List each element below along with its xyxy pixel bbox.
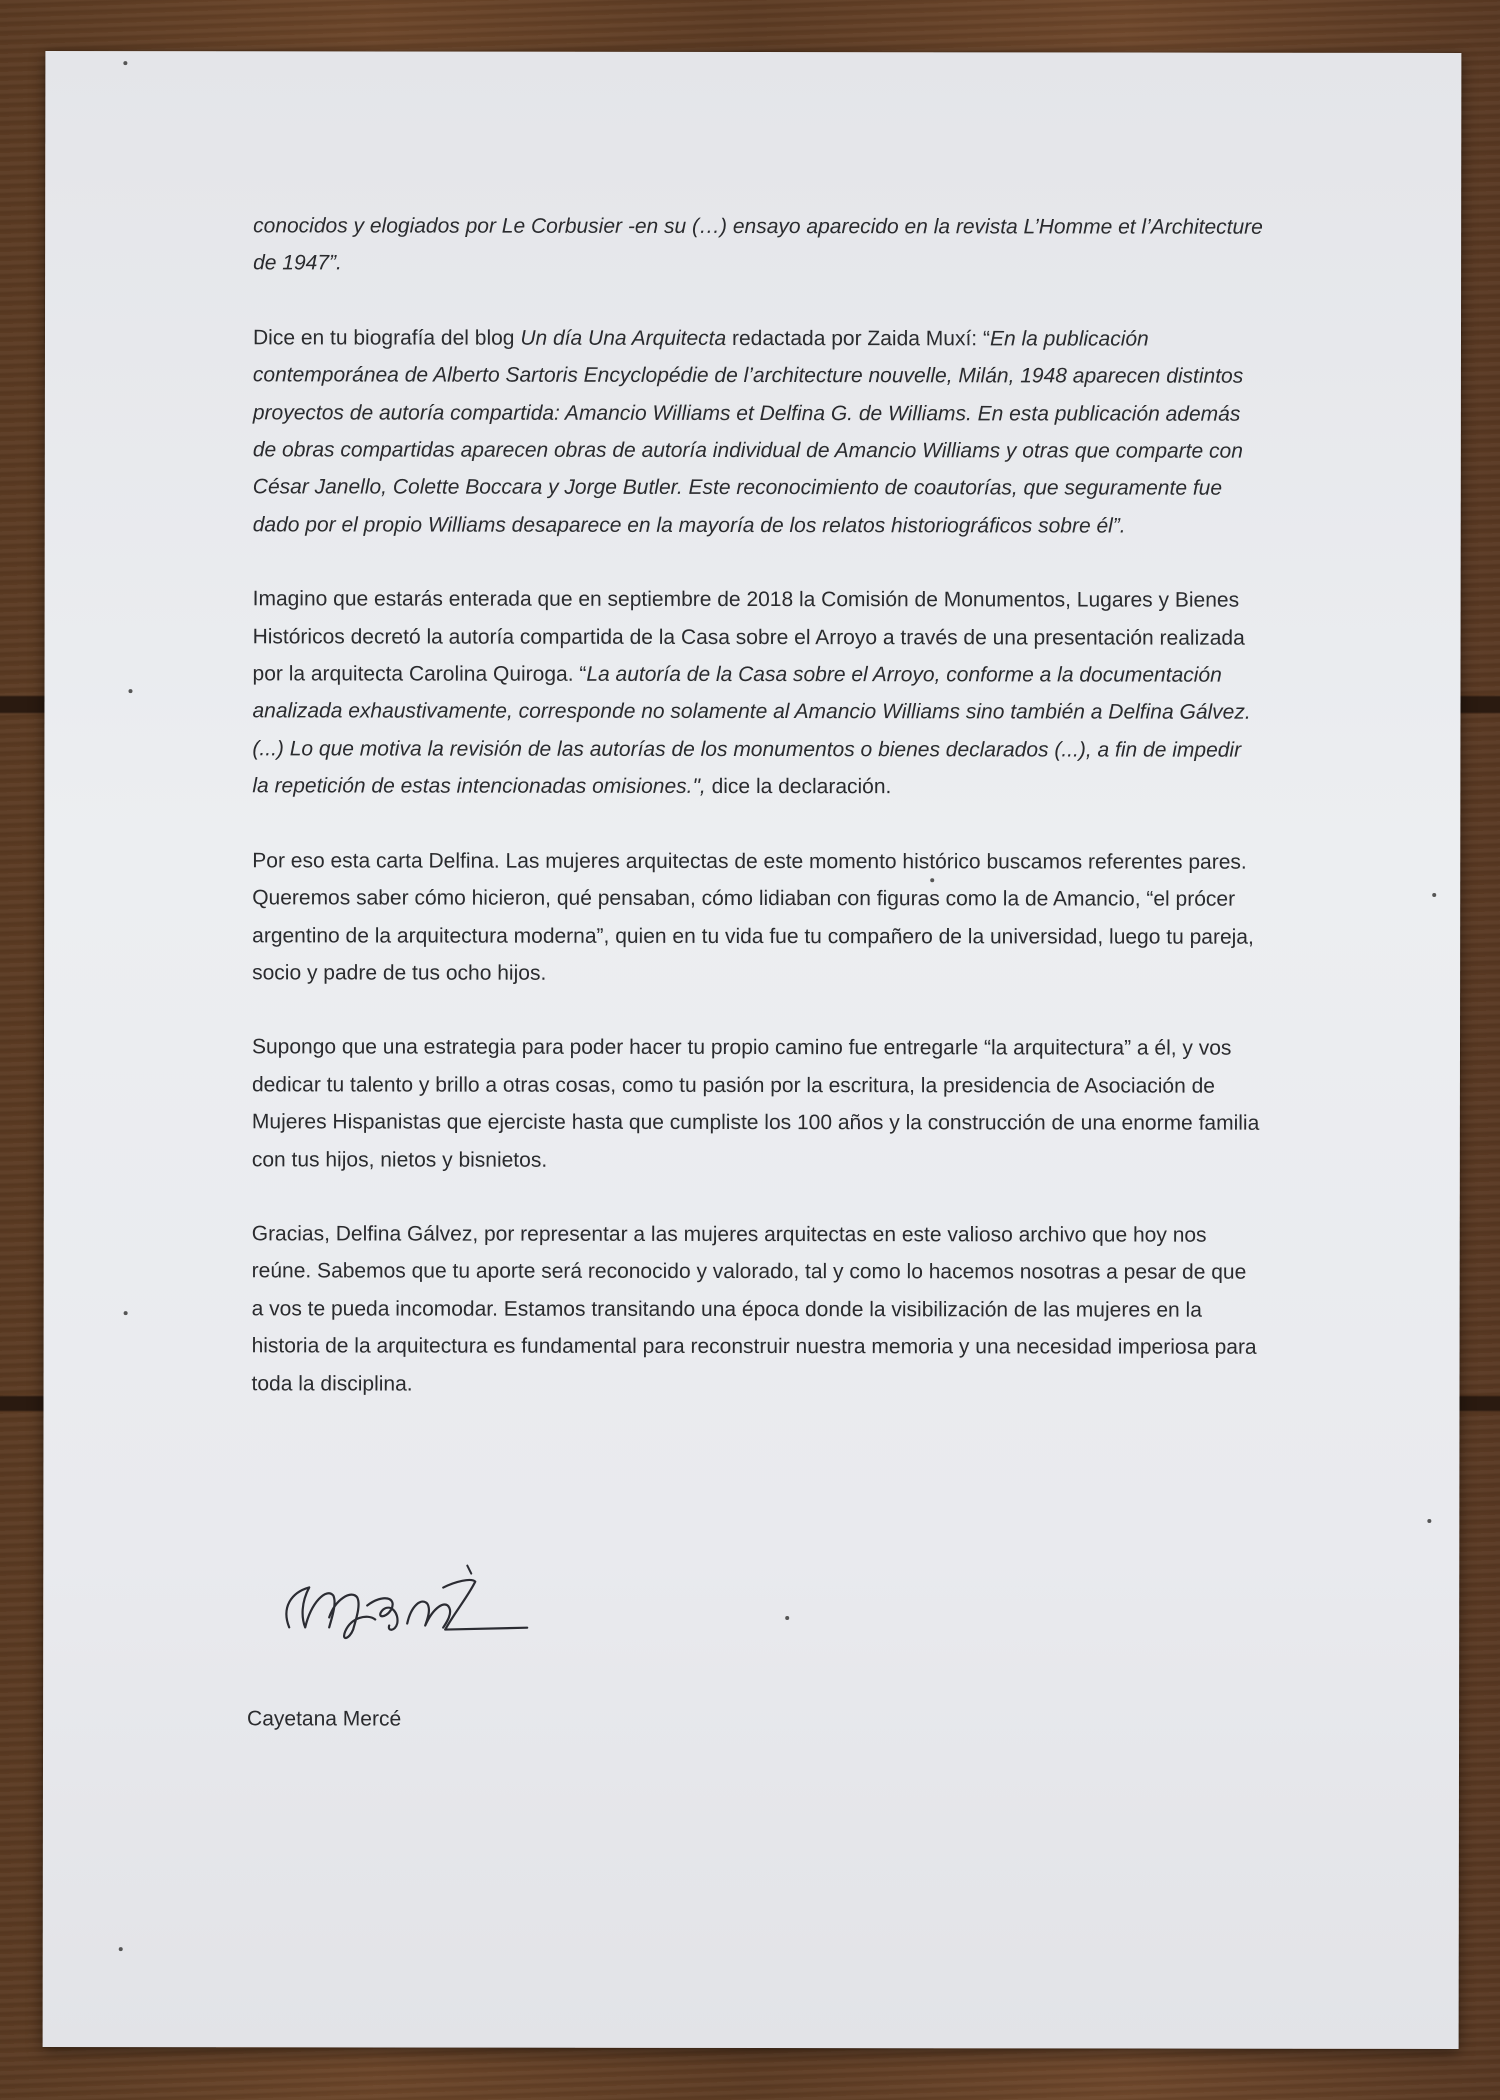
text-segment: Dice en tu biografía del blog bbox=[252, 326, 521, 350]
paper-speck bbox=[1427, 1519, 1431, 1523]
paragraph-4 bbox=[252, 842, 1262, 993]
paragraph-5 bbox=[252, 1029, 1262, 1180]
text-segment: Por eso esta carta Delfina. Las mujeres arquitectas de este momento histórico buscamos referentes pares. Queremos saber cómo hicieron, qué pensaban, cómo lidiaban con figuras como la de Amancio, “el prócer argentino de la arquitectura moderna”, quien en tu vida fue tu compañero de la universidad, luego tu pareja, socio y padre de tus ocho hijos. bbox=[252, 848, 1254, 985]
text-segment: redactada por Zaida Muxí: “ bbox=[726, 326, 990, 351]
paragraph-1 bbox=[253, 207, 1263, 283]
text-segment: Imagino que estarás enterada que en septiembre de 2018 la Comisión de Monumentos, Lugares y Bienes Históricos decretó la autoría compartida de la Casa sobre el Arroyo a través de una presentación realizada por la arquitecta Carolina Quiroga. “ bbox=[252, 587, 1245, 686]
paper-speck bbox=[930, 878, 934, 882]
text-segment: En la publicación contemporánea de Alberto Sartoris Encyclopédie de l’architecture nouvelle, Milán, 1948 aparecen distintos proyectos de autoría compartida: Amancio Williams et Delfina G. de Williams. En esta publicación además de obras compartidas aparecen obras de autoría individual de Amancio Williams y otras que comparte con César Janello, Colette Boccara y Jorge Butler. Este reconocimiento de coautorías, que seguramente fue dado por el propio Williams desaparece en la mayoría de los relatos historiográficos sobre él”. bbox=[252, 327, 1244, 538]
text-segment: conocidos y elogiados por Le Corbusier -en su (…) ensayo aparecido en la revista L’Homme et l’Architecture de 1947”. bbox=[253, 214, 1263, 275]
text-segment: La autoría de la Casa sobre el Arroyo, conforme a la documentación analizada exhaustivamente, corresponde no solamente al Amancio Williams sino también a Delfina Gálvez. (...) Lo que motiva la revisión de las autorías de los monumentos o bienes declarados (...), a fin de impedir la repetición de estas intencionadas omisiones.", bbox=[252, 662, 1251, 799]
paper-speck bbox=[123, 61, 127, 65]
text-segment: dice la declaración. bbox=[705, 775, 892, 799]
handwritten-signature bbox=[271, 1547, 591, 1647]
paragraph-6 bbox=[252, 1215, 1262, 1403]
text-segment: Gracias, Delfina Gálvez, por representar a las mujeres arquitectas en este valioso archivo que hoy nos reúne. Sabemos que tu aporte será reconocido y valorado, tal y como lo hacemos nosotras a pesar de que a vos te pueda incomodar. Estamos transitando una época donde la visibilización de las mujeres en la historia de la arquitectura es fundamental para reconstruir nuestra memoria y una necesidad imperiosa para toda la disciplina. bbox=[251, 1222, 1257, 1396]
paper-speck bbox=[128, 689, 132, 693]
text-segment: Supongo que una estrategia para poder hacer tu propio camino fue entregarle “la arquitectura” a él, y vos dedicar tu talento y brillo a otras cosas, como tu pasión por la escritura, la presidencia de Asociación de Mujeres Hispanistas que ejerciste hasta que cumpliste los 100 años y la construcción de una enorme familia con tus hijos, nietos y bisnietos. bbox=[251, 1035, 1260, 1172]
text-segment: Un día Una Arquitecta bbox=[520, 326, 727, 350]
paragraph-3 bbox=[252, 581, 1262, 807]
paper-speck bbox=[124, 1311, 128, 1315]
paper-speck bbox=[1432, 893, 1436, 897]
paper-speck bbox=[785, 1616, 789, 1620]
paper-speck bbox=[119, 1947, 123, 1951]
signer-name: Cayetana Mercé bbox=[247, 1707, 402, 1731]
paper-sheet bbox=[43, 51, 1462, 2049]
letter-body bbox=[251, 207, 1263, 1440]
paragraph-2 bbox=[253, 319, 1263, 545]
